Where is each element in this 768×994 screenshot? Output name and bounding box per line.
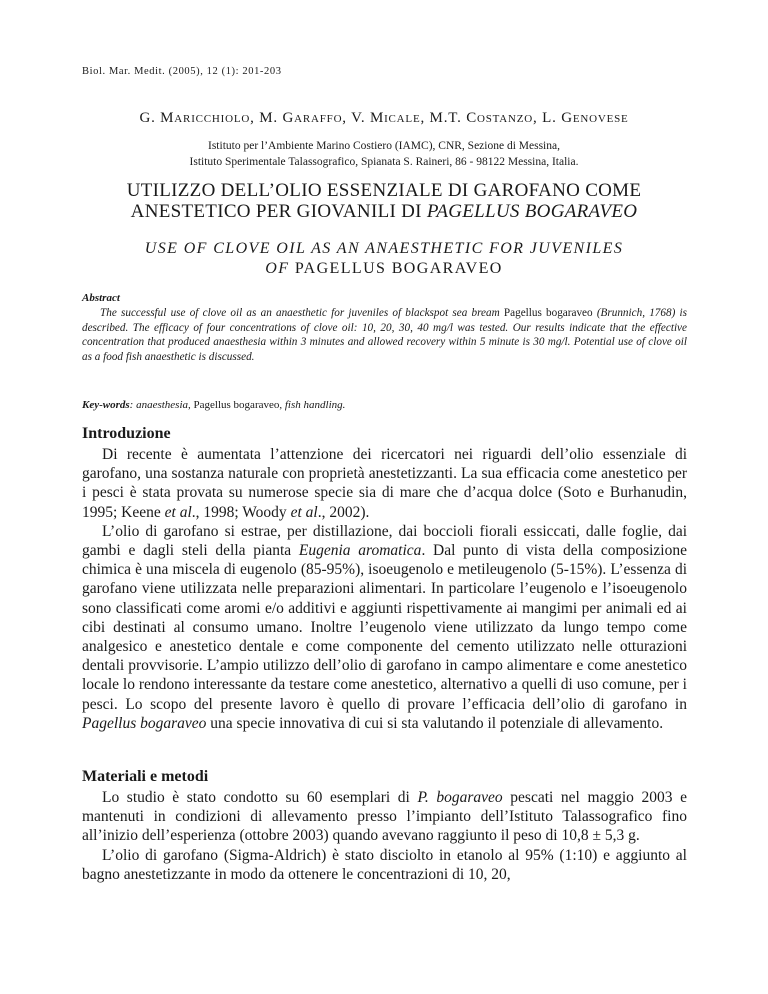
- intro-p2-text-c: una specie innovativa di cui si sta valutando il potenziale di allevamento.: [206, 714, 664, 732]
- methods-paragraph-2: L’olio di garofano (Sigma-Aldrich) è stato disciolto in etanolo al 95% (1:10) e aggiunto al bagno anestetizzante in modo da ottenere le concentrazioni di 10, 20,: [82, 846, 687, 883]
- english-title-line-1: USE OF CLOVE OIL AS AN ANAESTHETIC FOR JUVENILES: [144, 240, 624, 257]
- methods-p1-species: P. bogaraveo: [417, 789, 503, 806]
- methods-body: [82, 788, 687, 884]
- keywords-text-a: : anaesthesia,: [129, 399, 194, 411]
- abstract-heading: Abstract: [82, 292, 120, 304]
- intro-paragraph-1: [82, 445, 687, 522]
- intro-p2-text-a: L’olio di garofano si estrae, per distillazione, dai boccioli fiorali essiccati, dalle foglie, dai gambi e dagli steli della pianta: [82, 522, 687, 560]
- affiliation-line-1: Istituto per l’Ambiente Marino Costiero (IAMC), CNR, Sezione di Messina,: [208, 140, 560, 152]
- intro-p2-text-b: . Dal punto di vista della composizione chimica è una miscela di eugenolo (85-95%), isoeugenolo e metileugenolo (5-15%). L’essenza di garofano viene utilizzata nelle preparazioni alimentari. In particolare l’eugenolo e l’isoeugenolo sono classificati come aromi e/o additivi e aggiunti rispettivamente ai mangimi per animali ed ai cibi destinati al consumo umano. Inoltre l’eugenolo viene utilizzato da lungo tempo come analgesico e anestetico dentale e come componente del cemento utilizzato nelle otturazioni dentali provvisorie. L’ampio utilizzo dell’olio di garofano in campo alimentare e come anestetico locale lo rendono interessante da testare come anestetico, alternativo a quelli di uso comune, per i pesci. Lo scopo del presente lavoro è quello di provare l’efficacia dell’olio di garofano in: [82, 542, 687, 713]
- methods-paragraph-1: [82, 788, 687, 846]
- keywords-line: [82, 399, 345, 411]
- affiliation-line-2: Istituto Sperimentale Talassografico, Spianata S. Raineri, 86 - 98122 Messina, Italia.: [189, 156, 579, 168]
- italian-title-line-1: UTILIZZO DELL’OLIO ESSENZIALE DI GAROFANO COME: [126, 180, 642, 201]
- intro-body: [82, 445, 687, 733]
- intro-p2-species: Pagellus bogaraveo: [82, 714, 207, 732]
- intro-paragraph-2: [82, 522, 687, 733]
- keywords-species: Pagellus bogaraveo: [193, 399, 280, 411]
- methods-p1-text-b: pescati nel maggio 2003 e mantenuti in condizioni di allevamento presso l’impianto dell’Istituto Talassografico fino all’inizio dell’esperienza (ottobre 2003) quando avevano raggiunto il peso di 10,8 ± 5,3 g.: [82, 789, 687, 845]
- abstract-text: [82, 306, 687, 364]
- methods-p1-text-a: Lo studio è stato condotto su 60 esemplari di: [102, 789, 418, 806]
- journal-reference: Biol. Mar. Medit. (2005), 12 (1): 201-203: [82, 66, 282, 77]
- intro-p2-plant-name: Eugenia aromatica: [298, 542, 422, 560]
- intro-p1-text-b: ., 1998; Woody: [191, 503, 291, 521]
- italian-title-line-2: [0, 201, 768, 222]
- intro-p1-etal-2: et al: [290, 503, 318, 521]
- english-title-prefix: OF: [265, 260, 290, 277]
- english-title-species: PAGELLUS BOGARAVEO: [289, 260, 503, 277]
- methods-heading: Materiali e metodi: [82, 768, 209, 785]
- english-title-line-2: [0, 259, 768, 279]
- italian-title-species: PAGELLUS BOGARAVEO: [426, 201, 638, 222]
- author-list: G. Maricchiolo, M. Garaffo, V. Micale, M.T. Costanzo, L. Genovese: [139, 110, 629, 126]
- keywords-text-b: , fish handling.: [279, 399, 346, 411]
- intro-p1-text-a: Di recente è aumentata l’attenzione dei ricercatori nei riguardi dell’olio essenziale di garofano, una sostanza naturale con proprietà anestetizzanti. La sua efficacia come anestetico per i pesci è stata provata su numerose specie sia di mare che d’acqua dolce (Soto e Burhanudin, 1995; Keene: [82, 446, 687, 521]
- italian-title-prefix: ANESTETICO PER GIOVANILI DI: [130, 201, 427, 222]
- abstract-species: Pagellus bogaraveo: [503, 307, 593, 319]
- intro-p1-etal-1: et al: [164, 503, 192, 521]
- intro-heading: Introduzione: [82, 425, 171, 442]
- abstract-text-a: The successful use of clove oil as an anaesthetic for juveniles of blackspot sea bream: [100, 307, 504, 319]
- abstract-text-b: (Brunnich, 1768) is described. The efficacy of four concentrations of clove oil: 10, 20, 30, 40 mg/l was tested. Our results indicate that the effective concentration that produced anaesthesia within 3 minutes and allowed recovery within 5 minute is 30 mg/l. Potential use of clove oil as a food fish anaesthetic is discussed.: [82, 307, 687, 363]
- intro-p1-text-c: ., 2002).: [317, 503, 370, 521]
- keywords-label: Key-words: [82, 399, 130, 411]
